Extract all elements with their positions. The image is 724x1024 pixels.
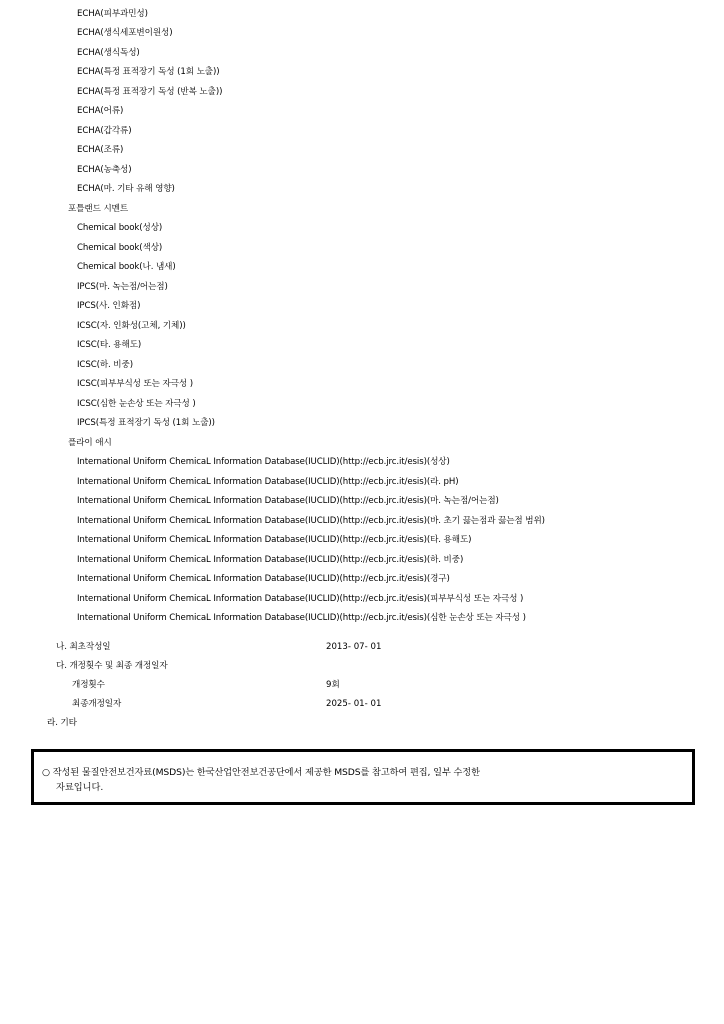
revision-count-label: 개정횟수 — [72, 680, 105, 690]
reference-item: ECHA(특정 표적장기 독성 (반복 노출)) — [77, 87, 223, 97]
reference-item: IPCS(사. 인화점) — [77, 301, 141, 311]
reference-item: International Uniform ChemicaL Information Database(IUCLID)(http://ecb.jrc.it/esis)(피부부식성 또는 자극성 ) — [77, 594, 524, 604]
other-label: 라. 기타 — [47, 718, 77, 728]
first-written-value: 2013- 07- 01 — [326, 642, 382, 652]
reference-item: ECHA(마. 기타 유해 영향) — [77, 184, 175, 194]
reference-item: ICSC(타. 용해도) — [77, 340, 142, 350]
revision-count-value: 9회 — [326, 680, 340, 690]
reference-item: ICSC(하. 비중) — [77, 360, 133, 370]
first-written-label: 나. 최초작성일 — [56, 642, 111, 652]
reference-item: ICSC(심한 눈손상 또는 자극성 ) — [77, 399, 196, 409]
reference-item: ECHA(생식세포변이원성) — [77, 28, 173, 38]
reference-item: ECHA(생식독성) — [77, 48, 140, 58]
circle-bullet-icon: ○ — [42, 767, 50, 778]
reference-item: International Uniform ChemicaL Information Database(IUCLID)(http://ecb.jrc.it/esis)(하. 비중) — [77, 555, 464, 565]
reference-item: ECHA(갑각류) — [77, 126, 132, 136]
notice-text-2: 자료입니다. — [56, 782, 104, 793]
revision-date-value: 2025- 01- 01 — [326, 699, 382, 709]
revision-label: 다. 개정횟수 및 최종 개정일자 — [56, 661, 168, 671]
reference-item: IPCS(특정 표적장기 독성 (1회 노출)) — [77, 418, 215, 428]
revision-date-label: 최종개정일자 — [72, 699, 122, 709]
reference-item: ECHA(피부과민성) — [77, 9, 148, 19]
reference-item: Chemical book(성상) — [77, 223, 163, 233]
reference-group-title: 포틀랜드 시멘트 — [68, 204, 129, 214]
reference-item: International Uniform ChemicaL Information Database(IUCLID)(http://ecb.jrc.it/esis)(바. 초기 끓는점과 끓는점 범위) — [77, 516, 545, 526]
reference-item: ECHA(어류) — [77, 106, 124, 116]
reference-item: International Uniform ChemicaL Information Database(IUCLID)(http://ecb.jrc.it/esis)(경구) — [77, 574, 450, 584]
notice-line-1 — [42, 765, 480, 780]
reference-item: ICSC(자. 인화성(고체, 기체)) — [77, 321, 186, 331]
reference-group-title: 플라이 애시 — [68, 438, 112, 448]
reference-item: ECHA(농축성) — [77, 165, 132, 175]
notice-box — [31, 749, 695, 805]
reference-item: Chemical book(색상) — [77, 243, 163, 253]
reference-item: ECHA(특정 표적장기 독성 (1회 노출)) — [77, 67, 220, 77]
reference-item: IPCS(마. 녹는점/어는점) — [77, 282, 168, 292]
reference-item: International Uniform ChemicaL Information Database(IUCLID)(http://ecb.jrc.it/esis)(타. 용해도) — [77, 535, 472, 545]
reference-item: International Uniform ChemicaL Information Database(IUCLID)(http://ecb.jrc.it/esis)(심한 눈손상 또는 자극성 ) — [77, 613, 526, 623]
notice-text-1: 작성된 물질안전보건자료(MSDS)는 한국산업안전보건공단에서 제공한 MSDS를 참고하여 편집, 일부 수정한 — [52, 767, 480, 778]
reference-item: International Uniform ChemicaL Information Database(IUCLID)(http://ecb.jrc.it/esis)(마. 녹는점/어는점) — [77, 496, 499, 506]
reference-item: Chemical book(나. 냄새) — [77, 262, 176, 272]
reference-item: ECHA(조류) — [77, 145, 124, 155]
reference-item: International Uniform ChemicaL Information Database(IUCLID)(http://ecb.jrc.it/esis)(라. pH) — [77, 477, 459, 487]
reference-item: International Uniform ChemicaL Information Database(IUCLID)(http://ecb.jrc.it/esis)(성상) — [77, 457, 450, 467]
reference-item: ICSC(피부부식성 또는 자극성 ) — [77, 379, 194, 389]
